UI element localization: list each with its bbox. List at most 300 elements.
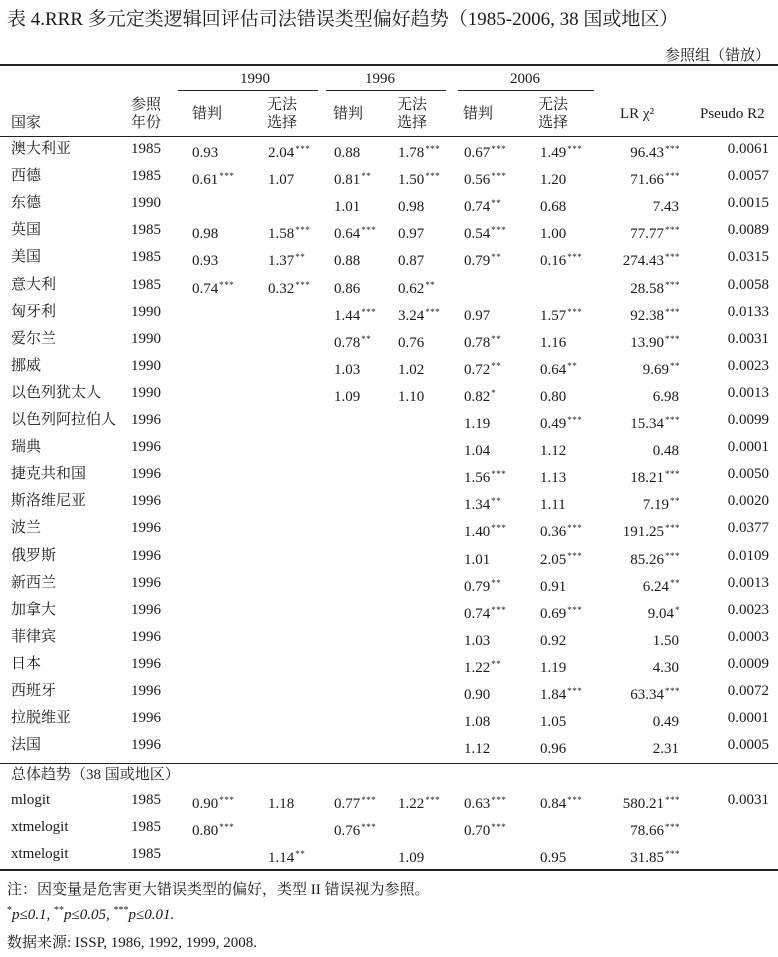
header-1990-cannot-1: 无法 xyxy=(267,97,298,113)
cell-2006-wrong xyxy=(464,412,491,433)
cell-2006-cannot-significance: *** xyxy=(567,252,583,262)
cell-lr-chi2-significance: *** xyxy=(665,469,680,479)
cell-1990-cannot-value: 1.18 xyxy=(268,796,295,812)
cell-1996-cannot-value: 0.97 xyxy=(398,226,425,242)
cell-1996-wrong-value: 0.77 xyxy=(334,796,361,812)
cell-2006-wrong xyxy=(464,385,496,406)
cell-1990-wrong xyxy=(192,520,193,541)
cell-lr-chi2-value: 580.21 xyxy=(622,796,664,812)
header-1990-wrong: 错判 xyxy=(192,106,223,122)
cell-2006-wrong xyxy=(464,141,506,162)
cell-pseudo-r2: 0.0050 xyxy=(727,466,769,482)
cell-1990-cannot xyxy=(268,629,269,650)
cell-pseudo-r2: 0.0031 xyxy=(727,792,769,808)
cell-1990-cannot xyxy=(268,520,269,541)
cell-2006-wrong xyxy=(464,439,491,460)
cell-2006-cannot-value: 0.16 xyxy=(540,253,567,269)
cell-2006-wrong xyxy=(464,819,506,840)
cell-1990-wrong xyxy=(192,331,193,352)
cell-1996-cannot xyxy=(398,195,425,216)
cell-1996-cannot-value: 1.22 xyxy=(398,796,425,812)
cell-2006-wrong-value: 1.22 xyxy=(464,660,491,676)
cell-1996-wrong xyxy=(334,277,361,298)
cell-2006-cannot xyxy=(540,358,577,379)
row-ref-year: 1996 xyxy=(131,683,161,699)
cell-2006-cannot-value: 0.80 xyxy=(540,389,567,405)
cell-2006-cannot-value: 0.64 xyxy=(540,362,567,378)
cell-2006-cannot-value: 0.91 xyxy=(540,579,567,595)
cell-pseudo-r2: 0.0133 xyxy=(727,304,769,320)
cell-lr-chi2-significance: *** xyxy=(665,795,680,805)
cell-1996-wrong xyxy=(334,358,361,379)
row-country: 美国 xyxy=(11,249,42,265)
row-ref-year: 1990 xyxy=(131,331,161,347)
cell-2006-cannot-value: 1.00 xyxy=(540,226,567,242)
cell-lr-chi2-significance: ** xyxy=(670,578,680,588)
cell-2006-cannot xyxy=(540,819,541,840)
cell-2006-wrong xyxy=(464,466,506,487)
cell-1990-wrong xyxy=(192,249,219,270)
cell-1990-wrong xyxy=(192,141,219,162)
cell-1990-cannot xyxy=(268,656,269,677)
cell-1990-cannot-value: 1.37 xyxy=(268,253,295,269)
cell-1990-cannot xyxy=(268,792,295,813)
cell-1990-cannot xyxy=(268,493,269,514)
cell-1990-cannot xyxy=(268,819,269,840)
cell-2006-wrong-significance: *** xyxy=(491,822,507,832)
cell-1996-wrong xyxy=(334,710,335,731)
cell-1990-cannot xyxy=(268,466,269,487)
cell-1996-cannot xyxy=(398,358,425,379)
cell-2006-wrong-significance: ** xyxy=(491,198,502,208)
cell-1990-cannot xyxy=(268,548,269,569)
cell-1990-cannot xyxy=(268,846,305,867)
row-ref-year: 1990 xyxy=(131,195,161,211)
cell-2006-wrong-significance: ** xyxy=(491,659,502,669)
cell-1996-cannot xyxy=(398,277,435,298)
row-ref-year: 1996 xyxy=(131,602,161,618)
cell-lr-chi2 xyxy=(590,277,680,298)
row-country: 加拿大 xyxy=(11,602,57,618)
row-country: 捷克共和国 xyxy=(11,466,87,482)
row-ref-year: 1996 xyxy=(131,548,161,564)
cell-2006-wrong-value: 0.82 xyxy=(464,389,491,405)
cell-1996-wrong xyxy=(334,602,335,623)
cell-1990-cannot xyxy=(268,683,269,704)
row-country: xtmelogit xyxy=(11,846,69,862)
cell-1990-wrong-significance: *** xyxy=(219,822,235,832)
cell-1990-wrong-significance: *** xyxy=(219,280,235,290)
row-country: 以色列犹太人 xyxy=(11,385,102,401)
row-ref-year: 1985 xyxy=(131,819,161,835)
cell-2006-cannot xyxy=(540,520,582,541)
cell-lr-chi2 xyxy=(590,168,680,189)
cell-2006-cannot xyxy=(540,548,582,569)
cell-lr-chi2-value: 96.43 xyxy=(630,145,664,161)
cell-2006-wrong-value: 1.03 xyxy=(464,633,491,649)
cell-2006-cannot-significance: *** xyxy=(567,686,583,696)
header-country: 国家 xyxy=(11,115,42,131)
cell-2006-wrong xyxy=(464,358,501,379)
cell-2006-cannot xyxy=(540,792,582,813)
cell-1990-wrong-value: 0.93 xyxy=(192,253,219,269)
cell-lr-chi2 xyxy=(590,304,680,325)
cell-1990-cannot xyxy=(268,195,269,216)
cell-pseudo-r2: 0.0057 xyxy=(727,168,769,184)
cell-1990-cannot-value: 2.04 xyxy=(268,145,295,161)
cell-1990-wrong xyxy=(192,466,193,487)
cell-1990-cannot xyxy=(268,439,269,460)
cell-lr-chi2 xyxy=(590,385,680,406)
cell-pseudo-r2: 0.0058 xyxy=(727,277,769,293)
row-ref-year: 1985 xyxy=(131,222,161,238)
cell-2006-wrong-value: 1.08 xyxy=(464,714,491,730)
cell-lr-chi2-value: 9.69 xyxy=(642,362,669,378)
cell-2006-cannot xyxy=(540,466,567,487)
row-ref-year: 1990 xyxy=(131,358,161,374)
row-ref-year: 1990 xyxy=(131,385,161,401)
row-country: 法国 xyxy=(11,737,42,753)
cell-1996-cannot xyxy=(398,548,399,569)
cell-1990-wrong xyxy=(192,602,193,623)
cell-2006-wrong xyxy=(464,277,465,298)
cell-1996-cannot-significance: ** xyxy=(425,280,436,290)
cell-lr-chi2 xyxy=(590,792,680,813)
cell-1990-cannot xyxy=(268,222,310,243)
row-country: 澳大利亚 xyxy=(11,141,72,157)
cell-2006-cannot xyxy=(540,439,567,460)
cell-pseudo-r2: 0.0072 xyxy=(727,683,769,699)
cell-2006-wrong-value: 1.56 xyxy=(464,470,491,486)
row-ref-year: 1985 xyxy=(131,846,161,862)
cell-1990-cannot-value: 1.07 xyxy=(268,172,295,188)
cell-1990-cannot-value: 1.14 xyxy=(268,850,295,866)
cell-lr-chi2-value: 18.21 xyxy=(630,470,664,486)
row-ref-year: 1996 xyxy=(131,412,161,428)
cell-1996-wrong xyxy=(334,439,335,460)
cell-1990-wrong-significance: *** xyxy=(219,795,235,805)
cell-2006-wrong xyxy=(464,304,491,325)
cell-2006-wrong-significance: *** xyxy=(491,171,507,181)
note-star-3: *** xyxy=(113,905,129,916)
row-ref-year: 1985 xyxy=(131,277,161,293)
row-country: 西班牙 xyxy=(11,683,57,699)
cell-2006-cannot-significance: *** xyxy=(567,144,583,154)
cell-1996-wrong xyxy=(334,792,376,813)
cell-pseudo-r2: 0.0013 xyxy=(727,575,769,591)
overall-trend-label: 总体趋势（38 国或地区） xyxy=(11,767,180,783)
cell-2006-cannot xyxy=(540,602,582,623)
row-ref-year: 1996 xyxy=(131,466,161,482)
cell-1990-cannot xyxy=(268,331,269,352)
cell-1996-wrong xyxy=(334,304,376,325)
header-rule-2006 xyxy=(458,90,594,91)
cell-1996-cannot xyxy=(398,602,399,623)
cell-1996-cannot xyxy=(398,819,399,840)
cell-2006-cannot xyxy=(540,710,567,731)
cell-1996-wrong xyxy=(334,520,335,541)
cell-1990-cannot-significance: *** xyxy=(295,280,311,290)
row-ref-year: 1996 xyxy=(131,493,161,509)
cell-1990-cannot xyxy=(268,249,305,270)
cell-2006-wrong-significance: *** xyxy=(491,225,507,235)
cell-lr-chi2-value: 13.90 xyxy=(630,335,664,351)
cell-2006-cannot-value: 1.20 xyxy=(540,172,567,188)
row-country: 匈牙利 xyxy=(11,304,57,320)
row-country: 日本 xyxy=(11,656,42,672)
cell-lr-chi2-value: 92.38 xyxy=(630,308,664,324)
cell-1996-wrong xyxy=(334,846,335,867)
cell-2006-wrong-value: 1.34 xyxy=(464,497,491,513)
row-country: 西德 xyxy=(11,168,42,184)
table-bottom-rule xyxy=(0,869,778,871)
cell-2006-wrong-significance: *** xyxy=(491,144,507,154)
cell-pseudo-r2: 0.0001 xyxy=(727,439,769,455)
cell-2006-cannot-value: 1.05 xyxy=(540,714,567,730)
cell-pseudo-r2: 0.0377 xyxy=(727,520,769,536)
cell-1996-cannot-significance: *** xyxy=(425,171,441,181)
cell-1996-cannot xyxy=(398,737,399,758)
cell-1996-wrong xyxy=(334,466,335,487)
cell-lr-chi2-value: 71.66 xyxy=(630,172,664,188)
cell-2006-wrong-value: 0.56 xyxy=(464,172,491,188)
row-ref-year: 1996 xyxy=(131,656,161,672)
row-country: 东德 xyxy=(11,195,42,211)
cell-2006-wrong-value: 0.90 xyxy=(464,687,491,703)
cell-2006-wrong-significance: *** xyxy=(491,523,507,533)
cell-2006-cannot xyxy=(540,412,582,433)
cell-2006-wrong-value: 0.54 xyxy=(464,226,491,242)
header-pseudo-r2: Pseudo R2 xyxy=(700,106,765,122)
header-ref-year-line2: 年份 xyxy=(131,115,162,131)
cell-2006-cannot-significance: *** xyxy=(567,795,583,805)
cell-1990-wrong xyxy=(192,548,193,569)
cell-1996-cannot xyxy=(398,304,440,325)
cell-1996-wrong xyxy=(334,331,371,352)
cell-1996-wrong-value: 1.44 xyxy=(334,308,361,324)
note-dependent-variable: 注：因变量是危害更大错误类型的偏好，类型 II 错误视为参照。 xyxy=(7,882,430,898)
cell-lr-chi2-significance: *** xyxy=(665,822,680,832)
cell-pseudo-r2: 0.0023 xyxy=(727,602,769,618)
cell-1990-cannot-significance: ** xyxy=(295,252,306,262)
cell-1990-wrong xyxy=(192,439,193,460)
cell-lr-chi2-significance: *** xyxy=(665,171,680,181)
cell-2006-cannot-value: 0.95 xyxy=(540,850,567,866)
cell-2006-wrong-significance: ** xyxy=(491,578,502,588)
cell-1990-cannot xyxy=(268,385,269,406)
row-country: 拉脱维亚 xyxy=(11,710,72,726)
cell-1996-wrong xyxy=(334,168,371,189)
cell-1990-wrong xyxy=(192,792,234,813)
cell-2006-wrong xyxy=(464,249,501,270)
header-1996-cannot-1: 无法 xyxy=(397,97,428,113)
cell-2006-wrong-significance: *** xyxy=(491,469,507,479)
cell-pseudo-r2: 0.0099 xyxy=(727,412,769,428)
cell-lr-chi2-value: 63.34 xyxy=(630,687,664,703)
cell-1990-wrong xyxy=(192,683,193,704)
row-country: 斯洛维尼亚 xyxy=(11,493,87,509)
cell-1990-wrong xyxy=(192,846,193,867)
cell-lr-chi2 xyxy=(590,602,680,623)
header-1990-cannot-2: 选择 xyxy=(267,115,298,131)
cell-1996-wrong-value: 0.81 xyxy=(334,172,361,188)
cell-2006-wrong-value: 0.74 xyxy=(464,199,491,215)
cell-1990-wrong xyxy=(192,629,193,650)
cell-pseudo-r2: 0.0009 xyxy=(727,656,769,672)
row-ref-year: 1996 xyxy=(131,575,161,591)
cell-lr-chi2 xyxy=(590,629,680,650)
note-p1: p≤0.1, xyxy=(12,907,54,923)
cell-1990-wrong-value: 0.93 xyxy=(192,145,219,161)
cell-1990-wrong-significance: *** xyxy=(219,171,235,181)
cell-1996-cannot xyxy=(398,520,399,541)
cell-lr-chi2-significance: *** xyxy=(665,280,680,290)
cell-1990-cannot xyxy=(268,304,269,325)
cell-lr-chi2 xyxy=(590,656,680,677)
cell-lr-chi2-value: 4.30 xyxy=(652,660,679,676)
cell-1990-wrong xyxy=(192,819,234,840)
cell-2006-cannot-significance: *** xyxy=(567,605,583,615)
cell-2006-cannot xyxy=(540,656,567,677)
cell-1996-cannot-significance: *** xyxy=(425,144,441,154)
cell-pseudo-r2: 0.0023 xyxy=(727,358,769,374)
cell-pseudo-r2: 0.0109 xyxy=(727,548,769,564)
cell-2006-wrong-value: 1.12 xyxy=(464,741,491,757)
cell-1996-cannot xyxy=(398,683,399,704)
cell-2006-wrong-value: 0.70 xyxy=(464,823,491,839)
cell-1996-wrong xyxy=(334,493,335,514)
header-year-1990: 1990 xyxy=(240,71,270,87)
note-star-2: ** xyxy=(53,905,64,916)
cell-2006-cannot-value: 0.36 xyxy=(540,524,567,540)
cell-2006-wrong-value: 0.72 xyxy=(464,362,491,378)
cell-2006-wrong xyxy=(464,575,501,596)
row-ref-year: 1996 xyxy=(131,520,161,536)
cell-1996-cannot xyxy=(398,439,399,460)
cell-lr-chi2-significance: *** xyxy=(665,225,680,235)
cell-lr-chi2-significance: *** xyxy=(665,415,680,425)
cell-lr-chi2 xyxy=(590,575,680,596)
cell-1996-wrong-value: 0.86 xyxy=(334,281,361,297)
cell-1990-wrong xyxy=(192,304,193,325)
cell-lr-chi2-significance: ** xyxy=(670,361,680,371)
row-ref-year: 1996 xyxy=(131,439,161,455)
row-country: 瑞典 xyxy=(11,439,42,455)
cell-lr-chi2 xyxy=(590,466,680,487)
cell-2006-cannot-significance: *** xyxy=(567,415,583,425)
cell-2006-wrong xyxy=(464,737,491,758)
cell-1990-wrong xyxy=(192,168,234,189)
cell-2006-cannot-value: 0.92 xyxy=(540,633,567,649)
cell-2006-cannot-significance: *** xyxy=(567,551,583,561)
row-ref-year: 1996 xyxy=(131,710,161,726)
cell-2006-wrong xyxy=(464,168,506,189)
cell-lr-chi2 xyxy=(590,195,680,216)
row-country: 英国 xyxy=(11,222,42,238)
header-1996-cannot-2: 选择 xyxy=(397,115,428,131)
cell-lr-chi2-value: 77.77 xyxy=(630,226,664,242)
cell-lr-chi2-value: 191.25 xyxy=(622,524,664,540)
cell-2006-cannot-value: 1.84 xyxy=(540,687,567,703)
cell-lr-chi2 xyxy=(590,710,680,731)
cell-lr-chi2 xyxy=(590,249,680,270)
cell-2006-cannot-value: 1.11 xyxy=(540,497,566,513)
row-ref-year: 1996 xyxy=(131,737,161,753)
cell-2006-cannot-value: 1.49 xyxy=(540,145,567,161)
cell-1996-wrong-significance: *** xyxy=(361,307,377,317)
cell-lr-chi2-value: 274.43 xyxy=(622,253,664,269)
cell-2006-wrong xyxy=(464,656,501,677)
cell-1996-cannot-value: 0.62 xyxy=(398,281,425,297)
cell-lr-chi2 xyxy=(590,846,680,867)
table-top-rule xyxy=(0,64,778,66)
cell-2006-cannot xyxy=(540,683,582,704)
cell-2006-wrong xyxy=(464,683,491,704)
cell-2006-wrong-value: 0.67 xyxy=(464,145,491,161)
cell-2006-cannot-value: 0.96 xyxy=(540,741,567,757)
cell-lr-chi2 xyxy=(590,683,680,704)
header-2006-cannot-1: 无法 xyxy=(538,97,569,113)
cell-lr-chi2-value: 0.48 xyxy=(652,443,679,459)
cell-2006-cannot-value: 1.19 xyxy=(540,660,567,676)
cell-lr-chi2 xyxy=(590,819,680,840)
cell-2006-wrong-significance: ** xyxy=(491,252,502,262)
cell-lr-chi2-significance: *** xyxy=(665,144,680,154)
note-star-1: * xyxy=(7,905,12,916)
cell-1996-wrong xyxy=(334,819,376,840)
cell-2006-cannot-value: 2.05 xyxy=(540,552,567,568)
cell-2006-cannot-value: 1.57 xyxy=(540,308,567,324)
note-p2: p≤0.05, xyxy=(63,907,114,923)
cell-1996-wrong-significance: *** xyxy=(361,822,377,832)
cell-lr-chi2-value: 2.31 xyxy=(652,741,679,757)
cell-1990-wrong xyxy=(192,737,193,758)
cell-1996-cannot xyxy=(398,846,425,867)
cell-2006-cannot-value: 1.13 xyxy=(540,470,567,486)
cell-pseudo-r2: 0.0001 xyxy=(727,710,769,726)
cell-1996-wrong-value: 0.88 xyxy=(334,145,361,161)
row-country: 意大利 xyxy=(11,277,57,293)
header-1996-wrong: 错判 xyxy=(333,106,364,122)
cell-1990-wrong xyxy=(192,222,219,243)
cell-1996-wrong-value: 1.09 xyxy=(334,389,361,405)
cell-1990-wrong xyxy=(192,575,193,596)
cell-2006-cannot-significance: *** xyxy=(567,307,583,317)
cell-1990-cannot xyxy=(268,358,269,379)
row-country: 俄罗斯 xyxy=(11,548,57,564)
cell-1990-cannot xyxy=(268,737,269,758)
cell-lr-chi2-value: 31.85 xyxy=(630,850,664,866)
cell-1996-cannot xyxy=(398,493,399,514)
cell-lr-chi2-significance: *** xyxy=(665,307,680,317)
header-rule-1990 xyxy=(178,90,318,91)
header-2006-cannot-2: 选择 xyxy=(538,115,569,131)
cell-lr-chi2 xyxy=(590,548,680,569)
cell-2006-wrong xyxy=(464,222,506,243)
cell-1990-wrong xyxy=(192,656,193,677)
cell-1996-cannot xyxy=(398,141,440,162)
cell-1996-wrong xyxy=(334,412,335,433)
header-bottom-rule xyxy=(0,136,778,137)
cell-1990-cannot xyxy=(268,412,269,433)
cell-1996-cannot-value: 1.78 xyxy=(398,145,425,161)
cell-2006-wrong-value: 0.63 xyxy=(464,796,491,812)
cell-2006-cannot xyxy=(540,331,567,352)
row-ref-year: 1990 xyxy=(131,304,161,320)
cell-1996-wrong xyxy=(334,249,361,270)
cell-lr-chi2-value: 28.58 xyxy=(630,281,664,297)
cell-1996-cannot xyxy=(398,331,425,352)
